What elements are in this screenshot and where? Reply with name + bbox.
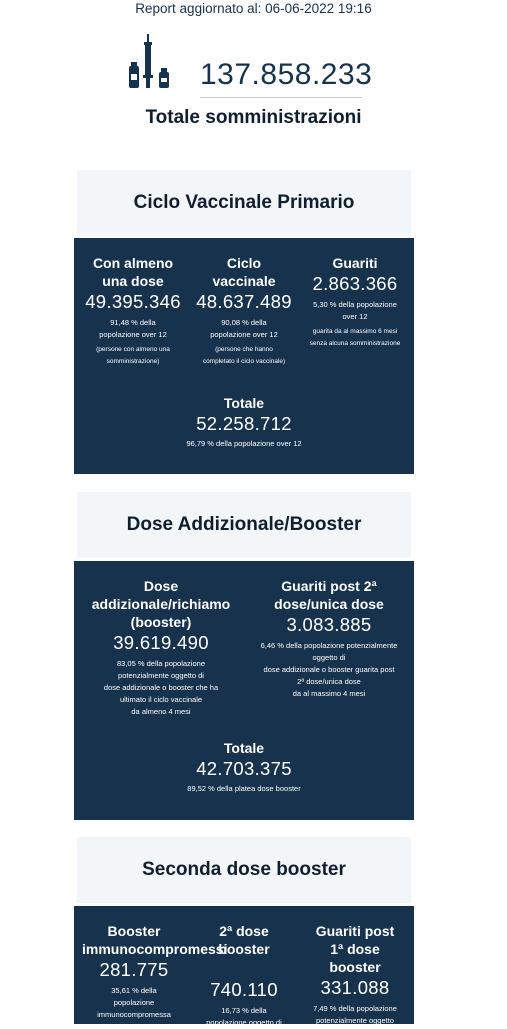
stat-value: 52.258.712 bbox=[196, 413, 292, 434]
stat-additional-dose: Dose addizionale/richiamo (booster) 39.619.490 83,05 % della popolazione potenzialmente oggetto di dose addizionale o booster che ha ultimato il ciclo vaccinale da almeno 4 mesi bbox=[78, 577, 244, 718]
stat-at-least-one-dose: Con almeno una dose 49.395.346 91,48 % della popolazione over 12 (persone con almeno una somministrazione) bbox=[80, 254, 186, 368]
stat-total-booster: Totale 42.703.375 89,52 % della platea dose booster bbox=[74, 739, 414, 795]
stat-value: 740.110 bbox=[210, 979, 278, 1000]
section-booster-panel bbox=[74, 561, 414, 820]
stat-value: 2.863.366 bbox=[312, 273, 398, 294]
divider bbox=[200, 97, 362, 98]
stat-booster-immunocompromised: Booster immunocompromessi 281.775 35,61 % della popolazione immunocompromessa bbox=[82, 923, 228, 1019]
stat-second-booster-dose: 2ª dose booster 740.110 16,73 % della popolazione oggetto di bbox=[194, 922, 294, 1029]
stat-value: 331.088 bbox=[320, 977, 390, 998]
section-primary-title: Ciclo Vaccinale Primario bbox=[77, 170, 411, 236]
section-second-booster-title: Seconda dose booster bbox=[77, 837, 411, 903]
section-booster-title: Dose Addizionale/Booster bbox=[77, 492, 411, 558]
stat-total-primary: Totale 52.258.712 96,79 % della popolazione over 12 bbox=[74, 394, 414, 450]
total-administrations-value: 137.858.233 bbox=[200, 58, 373, 91]
stat-value: 281.775 bbox=[99, 959, 169, 980]
section-primary-panel bbox=[74, 238, 414, 474]
stat-value: 3.083.885 bbox=[286, 614, 372, 635]
stat-recovered-post-first-booster: Guariti post 1ª dose booster 331.088 7,49 % della popolazione potenzialmente oggetto bbox=[300, 922, 410, 1027]
stat-value: 49.395.346 bbox=[85, 291, 181, 312]
stat-recovered: Guariti 2.863.366 5,30 % della popolazione over 12 guarita da al massimo 6 mesi senza alcuna somministrazione bbox=[302, 254, 408, 350]
report-updated-text: Report aggiornato al: 06-06-2022 19:16 bbox=[135, 1, 372, 16]
section-second-booster-panel bbox=[74, 906, 414, 1027]
total-administrations-label: Totale somministrazioni bbox=[145, 107, 362, 128]
stat-value: 39.619.490 bbox=[113, 632, 209, 653]
stat-value: 48.637.489 bbox=[196, 291, 292, 312]
stat-value: 42.703.375 bbox=[196, 758, 292, 779]
stat-recovered-post-dose: Guariti post 2ª dose/unica dose 3.083.885 6,46 % della popolazione potenzialmente oggetto di dose addizionale o booster guarita post 2ª dose/unica dose da al massimo 4 mesi bbox=[248, 577, 410, 700]
stat-complete-cycle: Ciclo vaccinale 48.637.489 90,08 % della popolazione over 12 (persone che hanno completato il ciclo vaccinale) bbox=[192, 254, 296, 368]
vaccine-syringe-icon bbox=[128, 34, 172, 90]
